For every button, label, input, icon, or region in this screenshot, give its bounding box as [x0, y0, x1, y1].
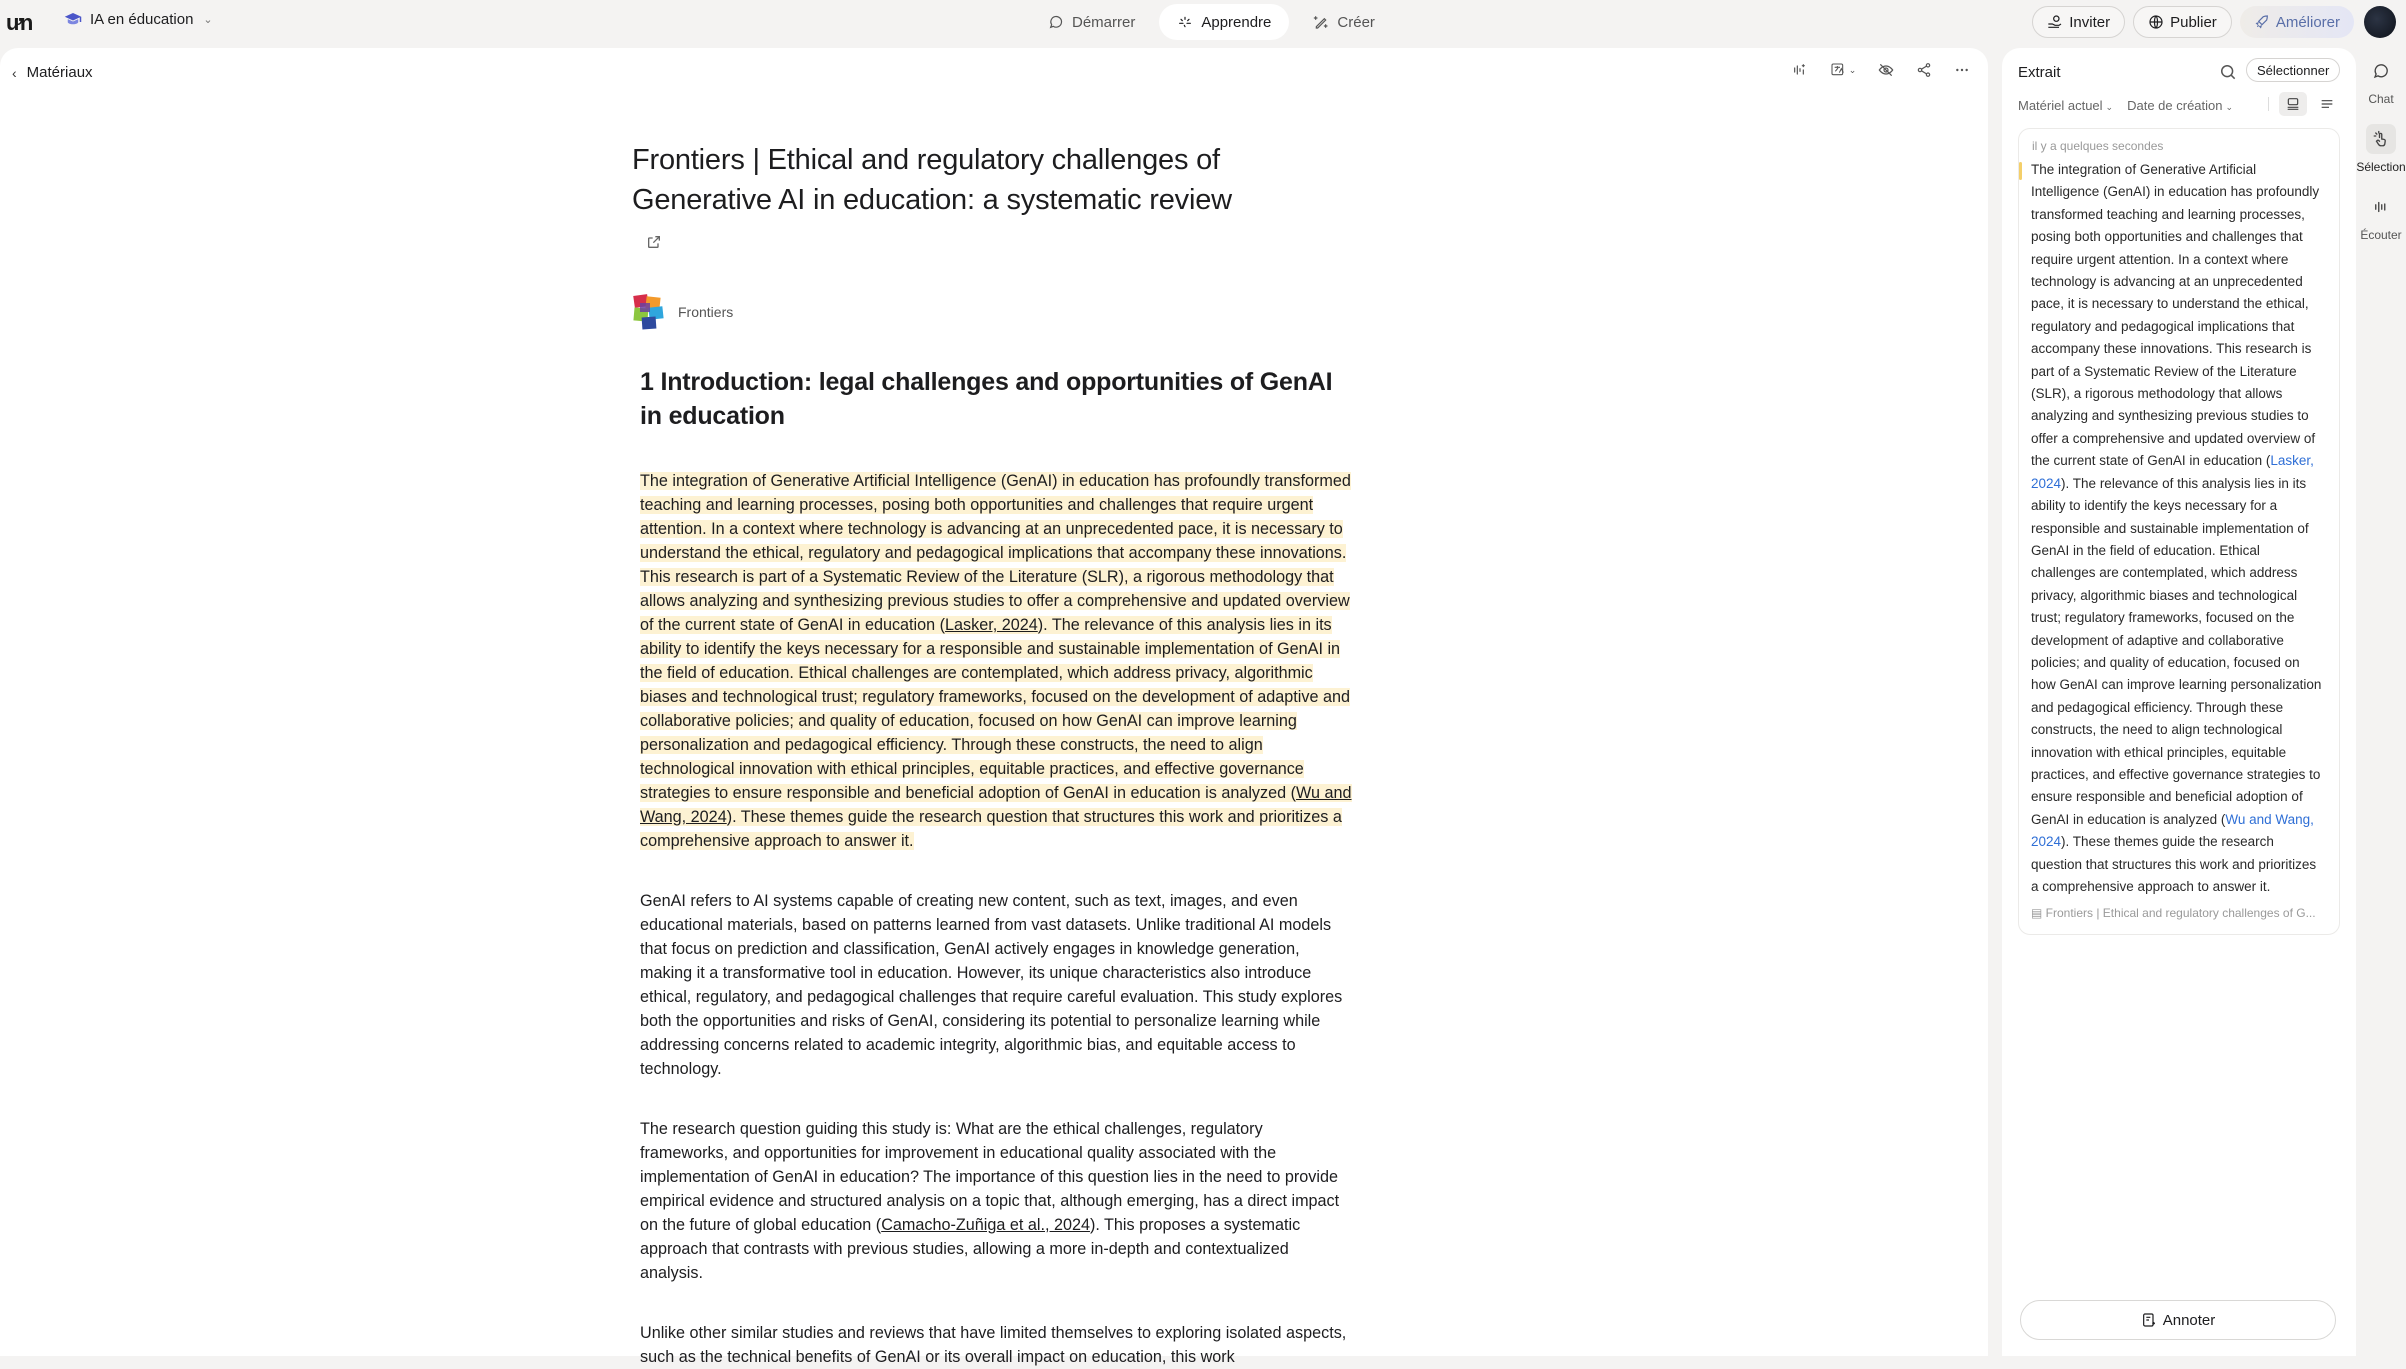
paragraph — [640, 1117, 1352, 1285]
annotate-icon — [2141, 1312, 2157, 1328]
view-toggle — [2268, 92, 2341, 116]
paragraph-text: ). This proposes a systematic approach that contrasts with previous studies, allowing a more in-depth and contextualized analysis. — [640, 1216, 1301, 1282]
paragraph: Unlike other similar studies and reviews that have limited themselves to exploring isolated aspects, such as the technical benefits of GenAI or its overall impact on education, this work — [640, 1324, 1347, 1366]
audio-wave-icon — [2372, 198, 2390, 216]
citation-link[interactable]: Wu and Wang, 2024 — [640, 784, 1352, 826]
chevron-down-icon: ⌄ — [1848, 64, 1857, 75]
invite-button[interactable] — [2032, 6, 2125, 38]
citation-link[interactable]: Lasker, 2024 — [2031, 453, 2314, 491]
invite-label: Inviter — [2069, 13, 2111, 31]
citation-link[interactable]: Camacho-Zuñiga et al., 2024 — [881, 1216, 1090, 1234]
paragraph: GenAI refers to AI systems capable of creating new content, such as text, images, and even educational materials, based on patterns learned from vast datasets. Unlike traditional AI models that focus on prediction and classification, GenAI actively engages in knowledge generation, making it a transformative tool in education. However, its unique characteristics also introduce ethical, regulatory, and pedagogical challenges that require careful evaluation. This study explores both the opportunities and risks of GenAI, considering its potential to personalize learning while addressing concerns related to academic integrity, algorithmic bias, and equitable access to technology. — [640, 892, 1343, 1078]
tab-label: Créer — [1337, 13, 1375, 31]
select-button[interactable]: Sélectionner — [2246, 58, 2340, 82]
quote-text: ). The relevance of this analysis lies in its ability to identify the keys necessary for a responsible and sustainable implementation of GenAI in the field of education. Ethical challenges are contemplated, which address privacy, algorithmic biases and technological trust; regulatory frameworks, focused on the development of adaptive and collaborative policies; and quality of education, focused on how GenAI can improve learning personalization and pedagogical efficiency. Through these constructs, the need to align technological innovation with ethical principles, equitable practices, and effective governance strategies to ensure responsible and beneficial adoption of GenAI in education is analyzed ( — [2031, 475, 2322, 827]
improve-label: Améliorer — [2275, 13, 2340, 31]
source-name: Frontiers — [678, 304, 734, 320]
header-actions — [2032, 6, 2396, 38]
rail-listen[interactable] — [2356, 192, 2406, 242]
card-view-icon — [2285, 96, 2301, 112]
workspace-switcher[interactable] — [64, 10, 213, 28]
chat-bubble-icon — [1048, 14, 1064, 30]
chevron-down-icon: ⌄ — [203, 13, 213, 26]
audio-sparkle-icon — [1792, 62, 1808, 78]
user-avatar[interactable] — [2364, 6, 2396, 38]
globe-icon — [2148, 14, 2164, 30]
search-icon[interactable] — [2218, 62, 2238, 82]
publish-label: Publier — [2170, 13, 2217, 31]
citation-link[interactable]: Wu and Wang, 2024 — [2031, 811, 2314, 850]
share-button[interactable] — [1914, 60, 1934, 80]
sparkle-icon — [1177, 14, 1193, 30]
right-rail — [2356, 56, 2406, 260]
tap-select-icon — [2372, 130, 2390, 148]
invite-hand-icon — [2047, 14, 2063, 30]
tab-label: Apprendre — [1201, 13, 1272, 31]
chevron-left-icon: ‹ — [12, 64, 17, 81]
more-horizontal-icon — [1954, 62, 1970, 78]
quote-text: ). These themes guide the research question that structures this work and prioritizes a comprehensive approach to answer it. — [2031, 834, 2317, 894]
highlight-text: ). These themes guide the research question that structures this work and prioritizes a comprehensive approach to answer it. — [640, 808, 1342, 850]
extract-filters — [2018, 98, 2233, 113]
publish-button[interactable] — [2133, 6, 2232, 38]
extract-title: Extrait — [2018, 64, 2061, 81]
rail-label: Chat — [2368, 92, 2394, 106]
source-row — [632, 293, 1352, 331]
translate-button[interactable] — [1828, 60, 1858, 80]
rocket-icon — [2254, 14, 2270, 30]
date-sort-label: Date de création — [2127, 98, 2223, 113]
extract-source[interactable] — [2031, 906, 2327, 920]
rail-label: Écouter — [2360, 228, 2402, 242]
magic-pen-icon — [1313, 14, 1329, 30]
top-bar — [0, 0, 2406, 44]
date-sort[interactable] — [2127, 98, 2233, 113]
citation-link[interactable]: Lasker, 2024 — [945, 616, 1038, 634]
card-view-button[interactable] — [2279, 92, 2307, 116]
quote-text: The integration of Generative Artificial Intelligence (GenAI) in education has profoundly transformed teaching and learning processes, posing both opportunities and challenges that require urgent attention. In a context where technology is advancing at an unprecedented pace, it is necessary to understand the ethical, regulatory and pedagogical implications that accompany these innovations. This research is part of a Systematic Review of the Literature (SLR), a rigorous methodology that allows analyzing and synthesizing previous studies to offer a comprehensive and updated overview of the current state of GenAI in education ( — [2031, 162, 2320, 469]
eye-off-icon — [1878, 62, 1894, 78]
highlight-marker — [2019, 162, 2022, 180]
hide-highlights-button[interactable] — [1876, 60, 1896, 80]
rail-label: Sélection — [2356, 160, 2406, 174]
tab-demarrer[interactable] — [1030, 4, 1153, 40]
article — [632, 140, 1352, 1369]
extract-quote — [2031, 159, 2327, 898]
annotate-label: Annoter — [2162, 1311, 2216, 1329]
section-heading: 1 Introduction: legal challenges and opportunities of GenAI in education — [640, 368, 1333, 430]
translate-icon — [1830, 62, 1846, 78]
back-to-materials[interactable] — [12, 64, 93, 81]
workspace-name: IA en éducation — [90, 10, 194, 28]
graduation-cap-icon — [64, 10, 82, 28]
share-icon — [1916, 62, 1932, 78]
document-title: Frontiers | Ethical and regulatory challenges of Generative AI in education: a systematic review — [632, 144, 1232, 216]
document-icon: ▤ — [2031, 906, 2046, 921]
tab-label: Démarrer — [1072, 13, 1136, 31]
material-filter-label: Matériel actuel — [2018, 98, 2103, 113]
chat-bubble-icon — [2372, 62, 2390, 80]
mode-tabs — [1030, 4, 1393, 40]
list-view-button[interactable] — [2313, 92, 2341, 116]
more-options-button[interactable] — [1952, 60, 1972, 80]
material-filter[interactable] — [2018, 98, 2113, 113]
highlight-text: The integration of Generative Artificial Intelligence (GenAI) in education has profoundly transformed teaching and learning processes, posing both opportunities and challenges that require urgent attention. In a context where technology is advancing at an unprecedented pace, it is necessary to understand the ethical, regulatory and pedagogical implications that accompany these innovations. This research is part of a Systematic Review of the Literature (SLR), a rigorous methodology that allows analyzing and synthesizing previous studies to offer a comprehensive and updated overview of the current state of GenAI in education ( — [640, 472, 1351, 634]
document-toolbar — [1790, 60, 1972, 80]
app-logo[interactable]: ưn — [6, 10, 32, 35]
extract-timestamp: il y a quelques secondes — [2032, 139, 2164, 153]
rail-chat[interactable] — [2356, 56, 2406, 106]
tab-creer[interactable] — [1295, 4, 1393, 40]
highlight-text: ). The relevance of this analysis lies in its ability to identify the keys necessary for a responsible and sustainable implementation of GenAI in the field of education. Ethical challenges are contemplated, which address privacy, algorithmic biases and technological trust; regulatory frameworks, focused on the development of adaptive and collaborative policies; and quality of education, focused on how GenAI can improve learning personalization and pedagogical efficiency. Through these constructs, the need to align technological innovation with ethical principles, equitable practices, and effective governance strategies to ensure responsible and beneficial adoption of GenAI in education is analyzed ( — [640, 616, 1350, 802]
extract-panel — [2002, 48, 2356, 1356]
chevron-down-icon: ⌄ — [2105, 102, 2114, 112]
paragraph-text: The research question guiding this study is: What are the ethical challenges, regulatory frameworks, and opportunities for improvement in educational quality associated with the implementation of GenAI in education? The importance of this question lies in the need to provide empirical evidence and structured analysis on a topic that, although emerging, has a direct impact on the future of global education ( — [640, 1120, 1340, 1234]
chevron-down-icon: ⌄ — [2225, 102, 2234, 112]
annotate-button[interactable] — [2020, 1300, 2336, 1340]
external-link-icon[interactable] — [646, 234, 662, 250]
improve-button[interactable] — [2240, 6, 2354, 38]
document-panel — [0, 48, 1988, 1366]
rail-selection[interactable] — [2356, 124, 2406, 174]
back-label: Matériaux — [26, 64, 93, 81]
frontiers-logo-icon — [632, 293, 666, 331]
divider — [2268, 97, 2269, 111]
extract-card[interactable] — [2018, 128, 2340, 935]
tab-apprendre[interactable] — [1159, 4, 1289, 40]
list-view-icon — [2319, 96, 2335, 112]
extract-source-label: Frontiers | Ethical and regulatory challenges of G... — [2045, 906, 2316, 921]
audio-sparkle-button[interactable] — [1790, 60, 1810, 80]
highlighted-paragraph[interactable] — [640, 469, 1352, 853]
